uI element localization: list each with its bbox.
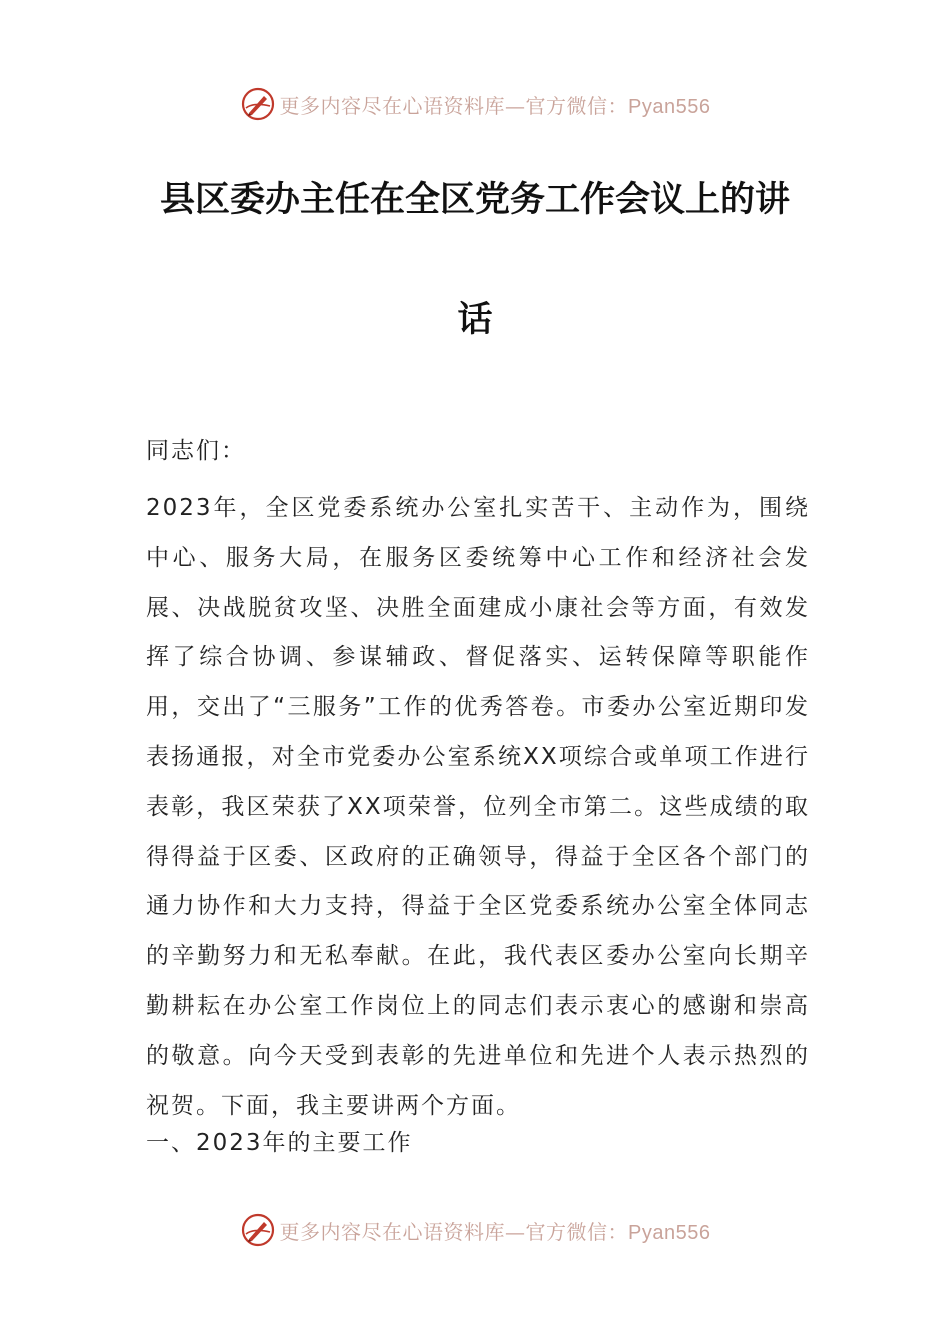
watermark-text — [280, 90, 711, 119]
document-title-line-1: 县区委办主任在全区党务工作会议上的讲 — [159, 179, 790, 220]
section-heading: 一、2023年的主要工作 — [146, 1130, 413, 1156]
pen-logo-icon — [240, 86, 276, 122]
header-watermark — [0, 84, 950, 124]
watermark-text-footer — [280, 1216, 711, 1245]
wechat-id: Pyan556 — [628, 95, 711, 118]
watermark-label-footer: 更多内容尽在心语资料库—官方微信： — [279, 1219, 629, 1244]
watermark-brand — [240, 86, 711, 122]
footer-watermark — [0, 1210, 950, 1250]
salutation: 同志们： — [146, 438, 246, 464]
watermark-brand-footer — [240, 1212, 711, 1248]
watermark-label: 更多内容尽在心语资料库—官方微信： — [279, 93, 629, 118]
document-title-line-2: 话 — [457, 299, 493, 340]
pen-logo-icon — [240, 1212, 276, 1248]
body-paragraph: 2023年，全区党委系统办公室扎实苦干、主动作为，围绕中心、服务大局，在服务区委统筹中心工作和经济社会发展、决战脱贫攻坚、决胜全面建成小康社会等方面，有效发挥了综合协调、参谋辅政、督促落实、运转保障等职能作用，交出了“三服务”工作的优秀答卷。市委办公室近期印发表扬通报，对全市党委办公室系统XX项综合或单项工作进行表彰，我区荣获了XX项荣誉，位列全市第二。这些成绩的取得得益于区委、区政府的正确领导，得益于全区各个部门的通力协作和大力支持，得益于全区党委系统办公室全体同志的辛勤努力和无私奉献。在此，我代表区委办公室向长期辛勤耕耘在办公室工作岗位上的同志们表示衷心的感谢和崇高的敬意。向今天受到表彰的先进单位和先进个人表示热烈的祝贺。下面，我主要讲两个方面。 — [146, 495, 810, 1119]
wechat-id-footer: Pyan556 — [628, 1221, 711, 1244]
